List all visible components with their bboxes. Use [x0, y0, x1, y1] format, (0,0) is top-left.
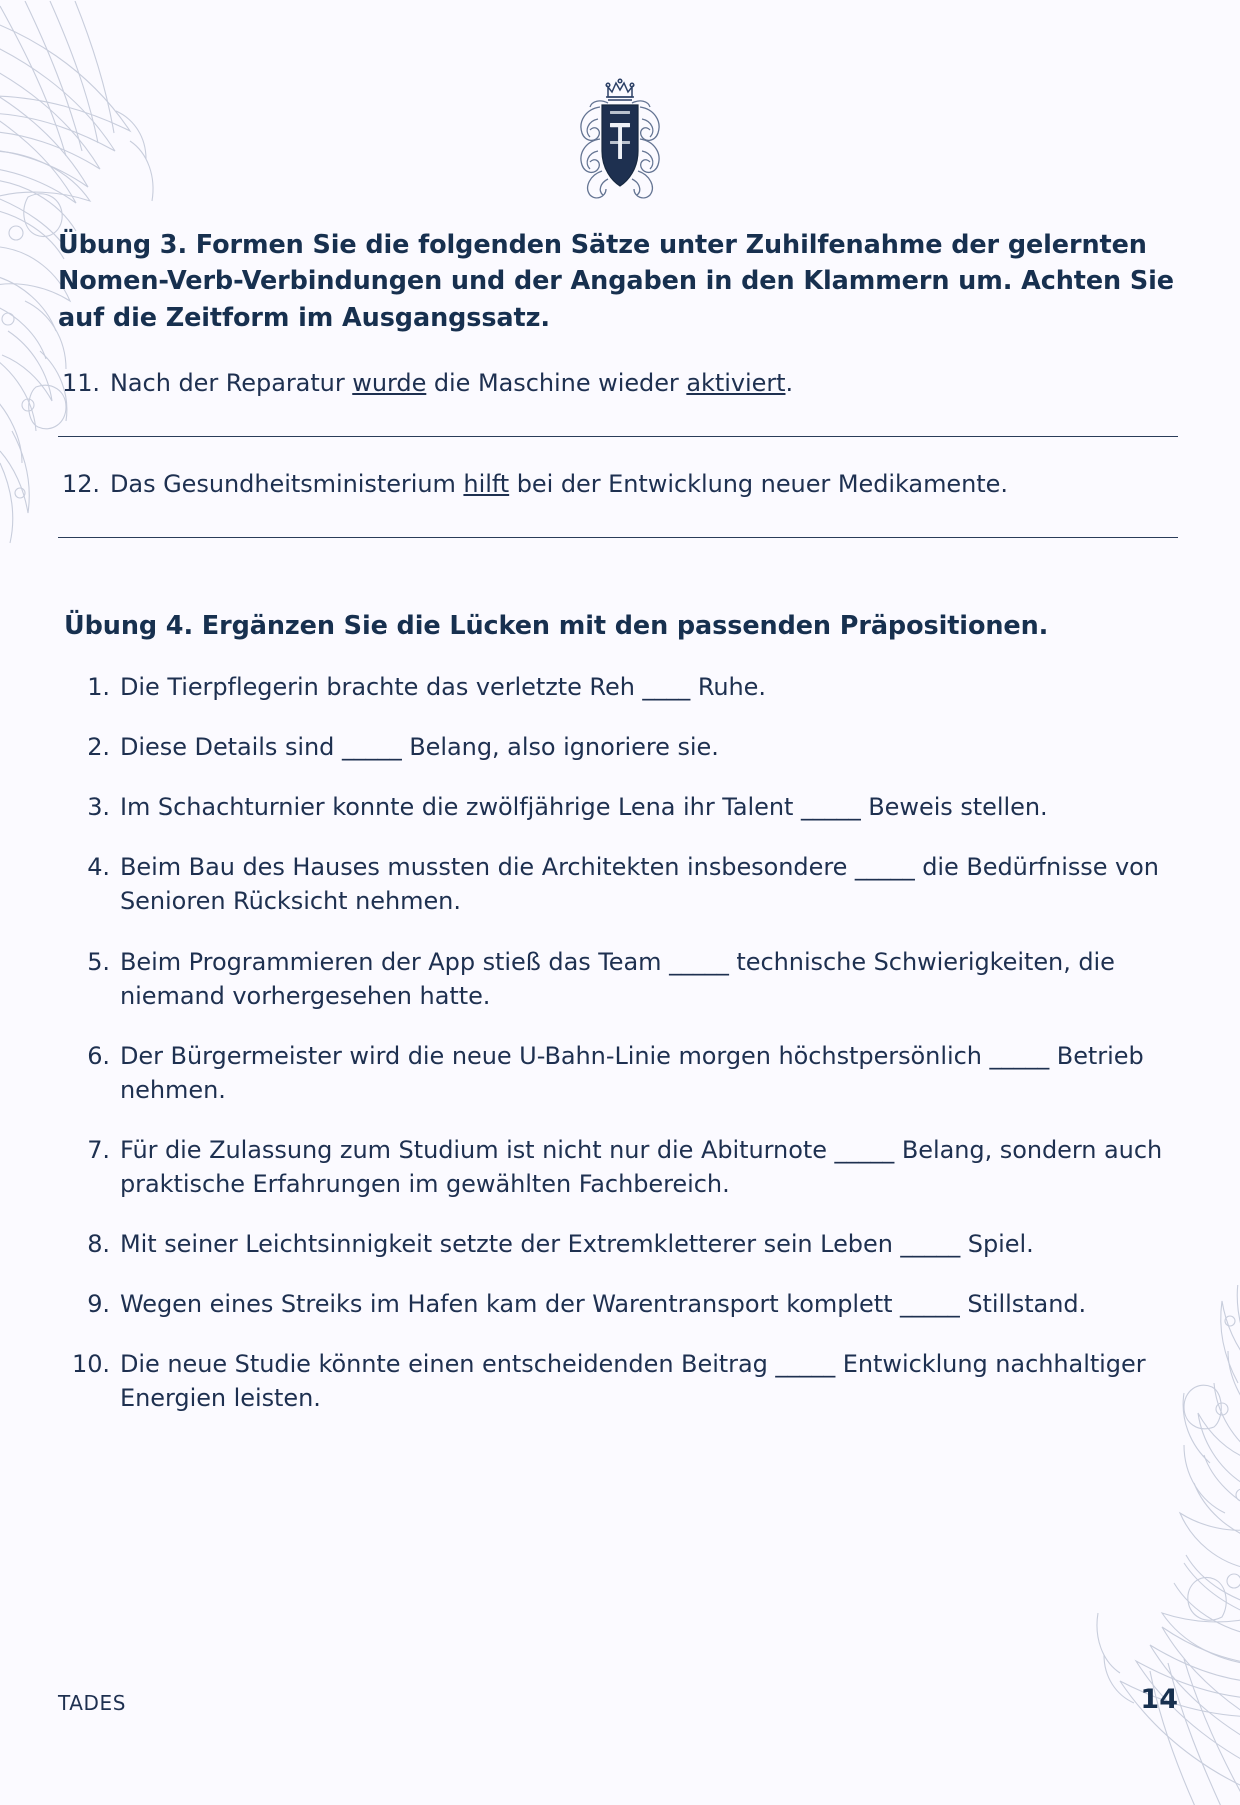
answer-line-11[interactable]	[58, 436, 1178, 437]
footer-brand: TADES	[58, 1691, 127, 1716]
item-text: Diese Details sind _____ Belang, also ignoriere sie.	[120, 733, 719, 762]
item-number: 2.	[87, 733, 110, 762]
exercise-4-item-2	[58, 730, 1178, 764]
exercise-3-item-12	[58, 467, 1178, 501]
exercise-3-heading: Übung 3. Formen Sie die folgenden Sätze unter Zuhilfenahme der gelernten Nomen-Verb-Verbindungen und der Angaben in den Klammern um. Achten Sie auf die Zeitform im Ausgangssatz.	[58, 230, 1174, 333]
exercise-4-item-8	[58, 1227, 1178, 1261]
item-text: Wegen eines Streiks im Hafen kam der Warentransport komplett _____ Stillstand.	[120, 1290, 1087, 1319]
item-text: Im Schachturnier konnte die zwölfjährige Lena ihr Talent _____ Beweis stellen.	[120, 793, 1048, 822]
item-text: Der Bürgermeister wird die neue U-Bahn-Linie morgen höchstpersönlich _____ Betrieb nehmen.	[120, 1041, 1144, 1104]
exercise-4-item-5	[58, 945, 1178, 1013]
item-text: Die Tierpflegerin brachte das verletzte Reh ____ Ruhe.	[120, 673, 766, 702]
page-number: 14	[1140, 1684, 1178, 1716]
exercise-4-item-1	[58, 670, 1178, 704]
exercise-3-section	[58, 21, 1178, 538]
underlined-word: wurde	[352, 368, 427, 397]
item-text: Das Gesundheitsministerium hilft bei der Entwicklung neuer Medikamente.	[110, 469, 1008, 498]
answer-line-12[interactable]	[58, 537, 1178, 538]
underlined-word: hilft	[463, 469, 510, 498]
exercise-4-item-6	[58, 1039, 1178, 1107]
exercise-3-item-11	[58, 366, 1178, 400]
worksheet-page	[0, 21, 1240, 1415]
item-text: Mit seiner Leichtsinnigkeit setzte der Extremkletterer sein Leben _____ Spiel.	[120, 1229, 1034, 1258]
item-text: Nach der Reparatur wurde die Maschine wieder aktiviert.	[110, 368, 794, 397]
item-text: Beim Bau des Hauses mussten die Architekten insbesondere _____ die Bedürfnisse von Senioren Rücksicht nehmen.	[120, 853, 1159, 916]
item-number: 9.	[87, 1290, 110, 1319]
exercise-4-item-9	[58, 1287, 1178, 1321]
underlined-word: aktiviert	[686, 368, 786, 397]
item-text: Beim Programmieren der App stieß das Team _____ technische Schwierigkeiten, die niemand vorhergesehen hatte.	[120, 947, 1115, 1010]
exercise-4-heading: Übung 4. Ergänzen Sie die Lücken mit den passenden Präpositionen.	[64, 610, 1049, 641]
exercise-4-item-7	[58, 1133, 1178, 1201]
exercise-4-item-4	[58, 850, 1178, 918]
item-number: 5.	[87, 947, 110, 976]
item-number: 3.	[87, 793, 110, 822]
item-number: 7.	[87, 1135, 110, 1164]
exercise-4-item-3	[58, 790, 1178, 824]
exercise-4-item-list	[58, 670, 1178, 1415]
item-number: 1.	[87, 673, 110, 702]
item-number: 11.	[61, 368, 100, 397]
page-footer	[0, 1684, 1240, 1715]
item-number: 8.	[87, 1229, 110, 1258]
item-number: 6.	[87, 1041, 110, 1070]
exercise-4-section	[58, 608, 1178, 1415]
item-text: Für die Zulassung zum Studium ist nicht nur die Abiturnote _____ Belang, sondern auch praktische Erfahrungen im gewählten Fachbereich.	[120, 1135, 1163, 1198]
exercise-4-item-10	[58, 1347, 1178, 1415]
item-number: 12.	[61, 469, 100, 498]
item-text: Die neue Studie könnte einen entscheidenden Beitrag _____ Entwicklung nachhaltiger Energien leisten.	[120, 1350, 1146, 1413]
item-number: 4.	[87, 853, 110, 882]
item-number: 10.	[71, 1350, 110, 1379]
